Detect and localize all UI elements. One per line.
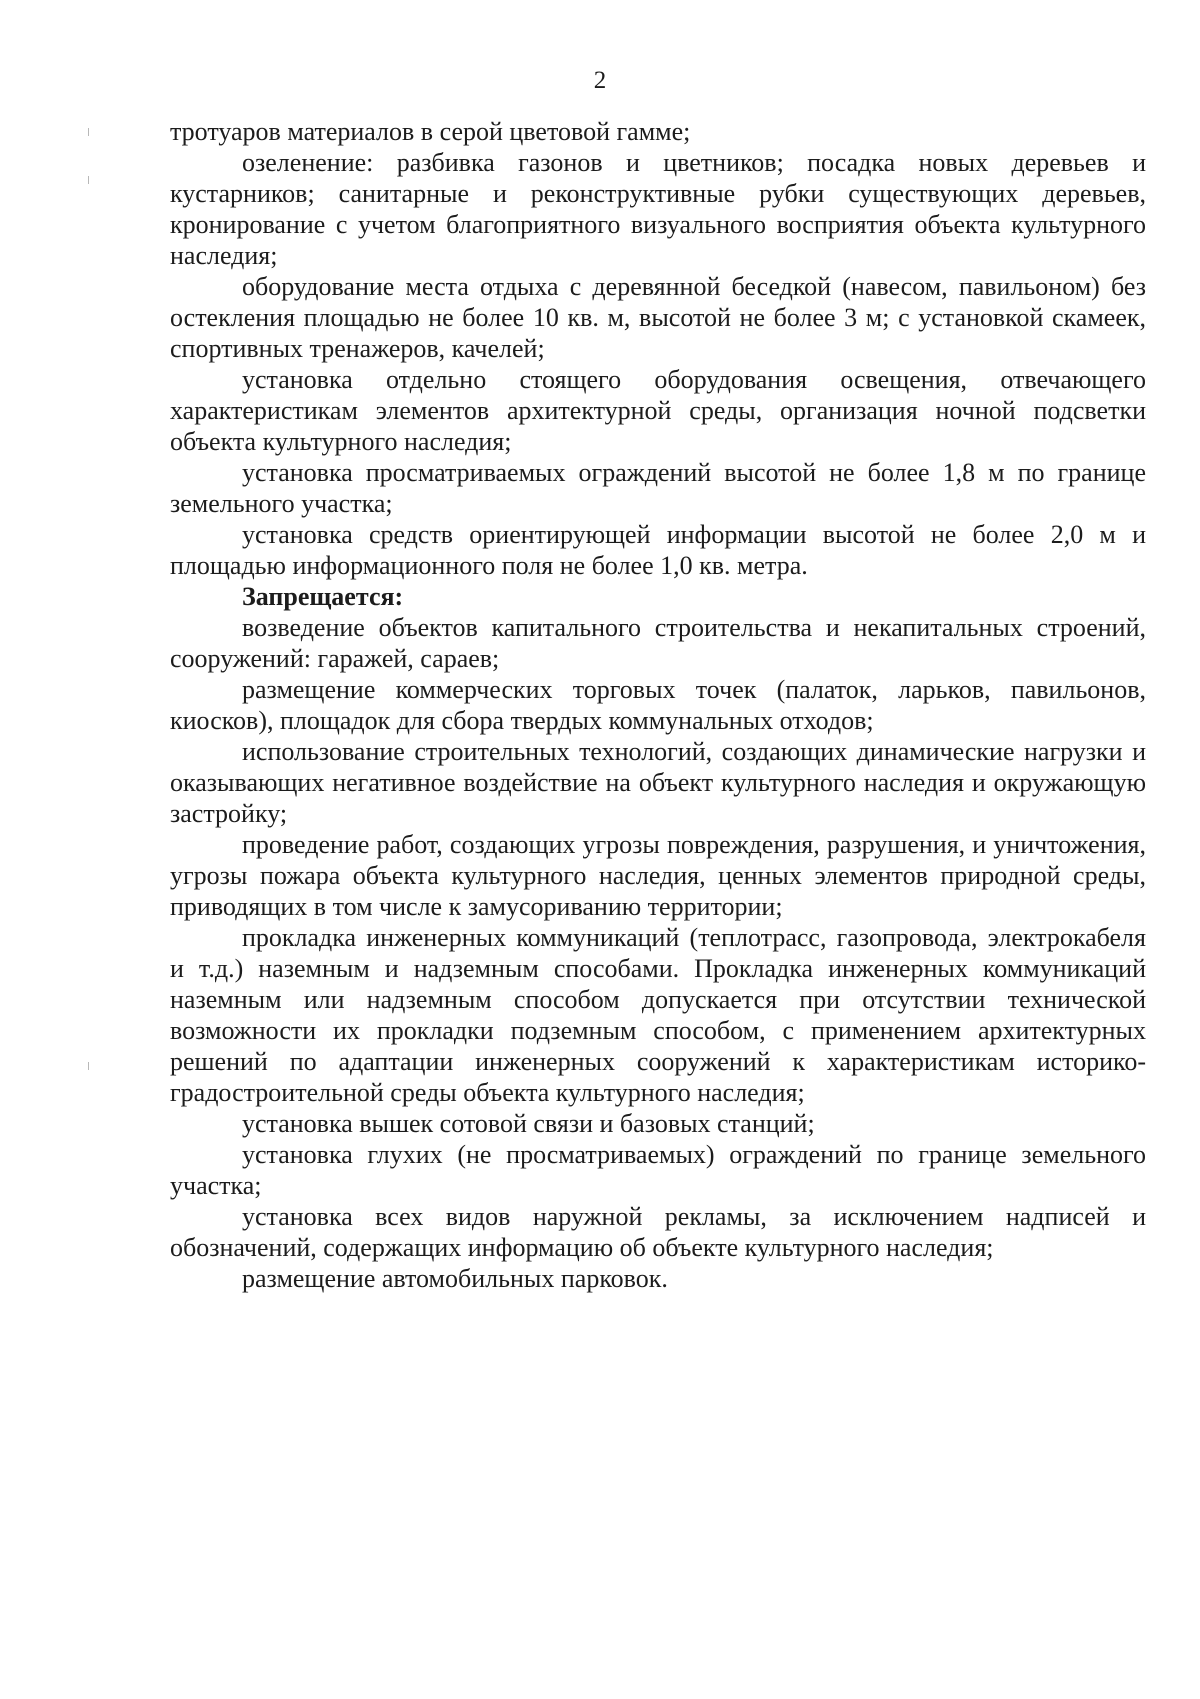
prohibited-item: установка всех видов наружной рекламы, за исключением надписей и обозначений, содержащих информацию об объекте культурного наследия; (170, 1202, 1146, 1262)
prohibited-item: использование строительных технологий, создающих динамические нагрузки и оказывающих негативное воздействие на объект культурного наследия и окружающую застройку; (170, 737, 1146, 828)
prohibited-item: установка глухих (не просматриваемых) ограждений по границе земельного участка; (170, 1140, 1146, 1200)
prohibited-item: проведение работ, создающих угрозы повреждения, разрушения, и уничтожения, угрозы пожара объекта культурного наследия, ценных элементов природной среды, приводящих в том числе к замусориванию территории; (170, 830, 1146, 921)
prohibited-item: возведение объектов капитального строительства и некапитальных строений, сооружений: гаражей, сараев; (170, 613, 1146, 673)
prohibited-item: размещение автомобильных парковок. (242, 1264, 668, 1293)
prohibited-item: размещение коммерческих торговых точек (палаток, ларьков, павильонов, киосков), площадок для сбора твердых коммунальных отходов; (170, 675, 1146, 735)
prohibited-item: прокладка инженерных коммуникаций (теплотрасс, газопровода, электрокабеля и т.д.) наземным и надземным способами. Прокладка инженерных коммуникаций наземным или надземным способом допускается при отсутствии технической возможности их прокладки подземным способом, с применением архитектурных решений по адаптации инженерных сооружений к характеристикам историко-градостроительной среды объекта культурного наследия; (170, 923, 1146, 1107)
paragraph: оборудование места отдыха с деревянной беседкой (навесом, павильоном) без остекления площадью не более 10 кв. м, высотой не более 3 м; с установкой скамеек, спортивных тренажеров, качелей; (170, 272, 1146, 363)
page-number: 2 (593, 67, 607, 94)
margin-mark (88, 176, 89, 184)
paragraph: озеленение: разбивка газонов и цветников; посадка новых деревьев и кустарников; санитарные и реконструктивные рубки существующих деревьев, кронирование с учетом благоприятного визуального восприятия объекта культурного наследия; (170, 148, 1146, 270)
margin-mark (88, 128, 89, 136)
document-body (170, 116, 1146, 1294)
paragraph: установка отдельно стоящего оборудования освещения, отвечающего характеристикам элементов архитектурной среды, организация ночной подсветки объекта культурного наследия; (170, 365, 1146, 456)
prohibited-item: установка вышек сотовой связи и базовых станций; (242, 1109, 815, 1138)
margin-mark (88, 1062, 89, 1070)
paragraph: тротуаров материалов в серой цветовой гамме; (170, 117, 691, 146)
paragraph: установка средств ориентирующей информации высотой не более 2,0 м и площадью информационного поля не более 1,0 кв. метра. (170, 520, 1146, 580)
paragraph: установка просматриваемых ограждений высотой не более 1,8 м по границе земельного участка; (170, 458, 1146, 518)
prohibited-heading: Запрещается: (242, 582, 404, 611)
